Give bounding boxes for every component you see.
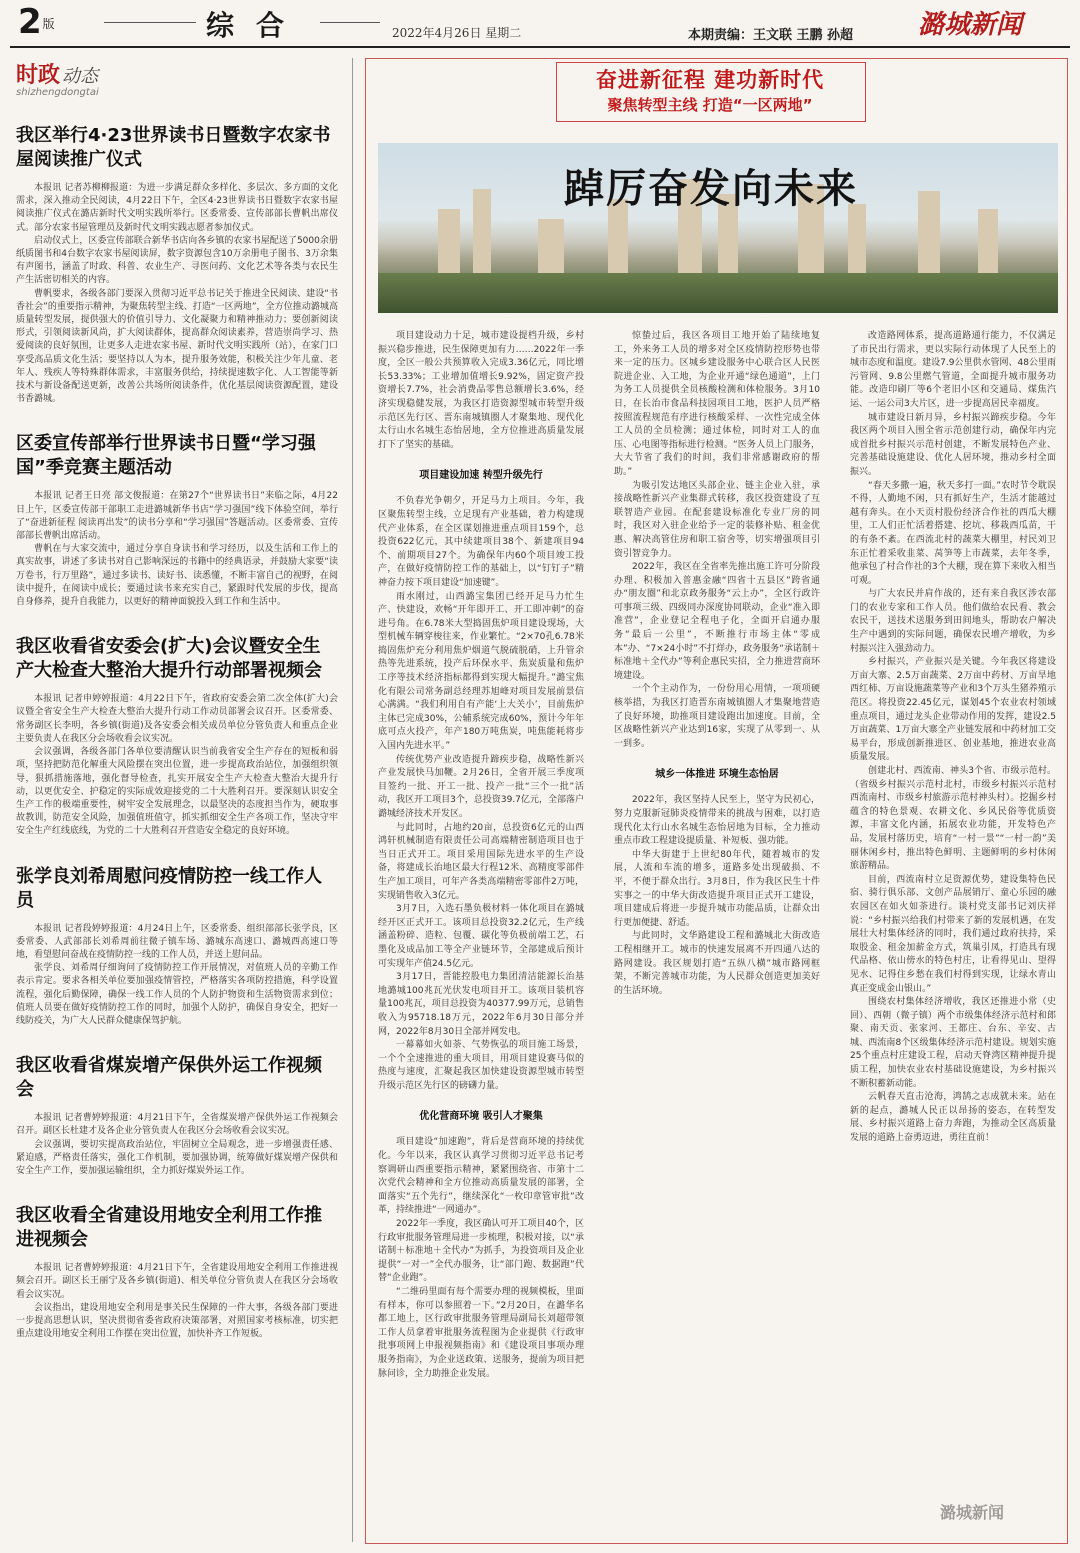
- article-paragraph: 本报讯 记者曹婷婷报道：4月21日下午，全省建设用地安全利用工作推进视频会召开。副区长王丽宁及各乡镇(街道)、相关单位分管负责人在我区分会场收看会议实况。: [16, 1263, 338, 1300]
- news-article: [16, 124, 338, 406]
- article-headline: 我区举行4·23世界读书日暨数字农家书屋阅读推广仪式: [16, 125, 331, 170]
- photo-building: [473, 189, 491, 279]
- feature-paragraph: 围绕农村集体经济增收，我区还推进小常（史回）、西朝（微子镇）两个市级集体经济示范村和郎聚、南天贡、张家河、王都庄、台东、辛安、古城、西流南8个区级集体经济示范村建设。规划实施25个重点村庄建设工程，启动天脊湾区精神提升提质工程，加快农业农村基础设施建设，为乡村振兴不断积蓄新动能。: [850, 997, 1056, 1089]
- news-article: [16, 1054, 338, 1178]
- feature-paragraph: 与广大农民并肩作战的，还有来自我区涉农部门的农业专家和工作人员。他们做给农民看、教会农民干，送技术送服务到田间地头，帮助农户解决生产中遇到的实际问题，确保农民增产增收，为乡村振兴注入强劲动力。: [850, 589, 1056, 654]
- masthead: [0, 0, 1080, 48]
- feature-paragraph: 创建北村、西流南、神头3个省、市级示范村。（省级乡村振兴示范村北村，市级乡村振兴示范村西流南村、市级乡村旅游示范村神头村）。挖掘乡村蕴含的特色景观、农耕文化、乡风民俗等优质资源，丰富文化内涵，拓展农业功能，开发特色产品，发展村落历史，培育“一村一景”“一村一韵”美丽休闲乡村，推出特色鲜明、主题鲜明的乡村休闲旅游精品。: [850, 766, 1056, 872]
- feature-paragraph: 3月7日，入选石墨负极材料一体化项目在潞城经开区正式开工。该项目总投资32.2亿元，生产线涵盖粉碎、造粒、包覆、碳化等负极前端工艺，石墨化及成品加工等全产业链环节，全部建成后预计可实现年产值24.5亿元。: [378, 904, 584, 969]
- column-heading: [16, 58, 338, 98]
- news-article: [16, 1204, 338, 1341]
- article-paragraph: 本报讯 记者王日亮 部文俊报道：在第27个“世界读书日”来临之际，4月22日上午，区委宣传部干部职工走进潞城新华书店“学习强国”线下体验空间，举行了“奋进新征程 阅读再出发”的读书分享和“学习强国”答题活动。区委常委、宣传部部长曹帆出席活动。: [16, 491, 338, 542]
- feature-paragraph: 传统优势产业改造提升蹄疾步稳，战略性新兴产业发展快马加鞭。2月26日，全省开展三季度项目签约一批、开工一批、投产一批“三个一批”活动，我区开工项目3个，总投资39.7亿元，全部落户潞城经济技术开发区。: [378, 754, 584, 819]
- feature-paragraph: 雨水刚过，山西潞宝集团已经开足马力忙生产、快建设，欢畅“开年即开工、开工即冲刺”的奋进号角。在6.78米大型捣固焦炉项目建设现场，大型机械车辆穿梭往来，作业繁忙。“2×70孔6.78米捣固焦炉充分利用焦炉烟道气脱硫脱硝，上升管余热等先进系统，投产后环保水平、焦炭质量和焦炉工序等技术经济指标都得到实现大幅提升。”潞宝焦化有限公司常务副总经理苏旭峰对项目发展前景信心满满。“我们利用自有产能‘上大关小’，目前焦炉主体已完成30%，公辅系统完成60%，预计今年年底可点火投产，年产180万吨焦炭，吨焦能耗将步入国内先进水平。”: [378, 591, 584, 752]
- article-paragraph: 会议强调，各级各部门各单位要清醒认识当前我省安全生产存在的短板和弱项，坚持把防范化解重大风险摆在突出位置，进一步提高政治站位，加强组织领导，狠抓措施落地，强化督导检查，扎实开展安全生产大检查大整治大提升行动，以更优安全、护稳定的实际成效迎接党的二十大胜利召开。要深刻认识安全生产工作的极端重要性，树牢安全发展理念，以最坚决的态度担当作为，硬取事故教训，防范安全风险，加强值班值守，抓实抓细安全生产各项工作，坚决守牢安全生产红线底线，为党的二十大胜利召开营造安全稳定的良好环境。: [16, 747, 338, 837]
- feature-paragraph: 改造路网体系，提高道路通行能力，不仅满足了市民出行需求，更以实际行动体现了人民至上的城市态度和温度。建设7.9公里供水管网、48公里雨污管网、9.8公里燃气管道，全面提升城市服务功能。改造印刷厂等6个老旧小区和交通局、煤焦汽运、一运公司3大片区，进一步提高居民幸福度。: [850, 331, 1056, 409]
- page-number: 2 版: [18, 2, 54, 42]
- news-article: [16, 635, 338, 838]
- article-headline: 我区收看省煤炭增产保供外运工作视频会: [16, 1055, 322, 1101]
- banner-title: 奋进新征程 建功新时代: [595, 68, 825, 92]
- photo-building: [538, 219, 564, 279]
- column-separator: [352, 58, 353, 1542]
- issue-date: 2022年4月26日 星期二: [392, 26, 522, 40]
- feature-paragraph: 与此同时，占地约20亩，总投资6亿元的山西鸿轩机械制造有限责任公司高端精密制造项目也于当日正式开工。项目采用国际先进水平的生产设备，将建成长治地区最大行程12米、高精度零部件生产加工项目，可年产各类高端精密零部件2万吨，实现销售收入3亿元。: [378, 822, 584, 901]
- feature-column-1: [378, 330, 584, 1381]
- article-paragraph: 本报讯 记者苏柳柳报道：为进一步满足群众多样化、多层次、多方面的文化需求，深入推动全民阅读，4月22日下午，全区4·23世界读书日暨数字农家书屋阅读推广仪式在潞店新时代文明实践所举行。区委常委、宣传部部长曹帆出席仪式。部分农家书屋管理员及新时代文明实践志愿者参加仪式。: [16, 183, 338, 233]
- article-paragraph: 本报讯 记者申婷婷报道：4月22日下午，省政府安委会第二次全体(扩大)会议暨全省安全生产大检查大整治大提升行动工作动员部署会议召开。区委常委、常务副区长李明，各乡镇(街道)及各安委会相关成员单位分管负责人和重点企业主要负责人在我区分会场收看会议实况。: [16, 694, 338, 744]
- feature-paragraph: 中华大街建于上世纪80年代，随着城市的发展，人流和车流的增多，道路多处出现破损、不平，不便于群众出行。3月8日，作为我区民生十件实事之一的中华大街改造提升项目正式开工建设，项目建成后将进一步提升城市功能品质，让群众出行更加便捷、舒适。: [614, 849, 820, 928]
- feature-column-2: [614, 330, 820, 998]
- article-paragraph: 会议强调，要切实提高政治站位，牢固树立全局观念，进一步增强责任感、紧迫感，严格责任落实，强化工作机制，要加强协调，统筹做好煤炭增产保供和安全生产工作，要加强运输组织，全力抓好煤炭外运工作。: [16, 1139, 338, 1176]
- masthead-divider: [10, 46, 1070, 48]
- feature-paragraph: 乡村振兴，产业振兴是关键。今年我区将建设万亩大寨、2.5万亩蔬菜、2万亩中药材、万亩旱地西红柿、万亩设施蔬菜等产业和3个万头生猪养殖示范区。将投资22.45亿元，谋划45个农业农村领域重点项目，通过龙头企业带动作用的发挥，建设2.5万亩蔬菜、1万亩大寨全产业链发展和中药材加工交易平台，形成创新推进区、创业基地，推进农业高质量发展。: [850, 657, 1056, 763]
- article-headline: 张学良刘希周慰问疫情防控一线工作人员: [16, 865, 322, 911]
- news-article: [16, 432, 338, 609]
- feature-paragraph: 项目建设“加速跑”，背后是营商环境的持续优化。今年以来，我区认真学习贯彻习近平总书记考察调研山西重要指示精神，紧紧围绕省、市第十二次党代会精神和全方位推动高质量发展的部署，全面落实“五个先行”，继续深化“一枚印章管审批”改革，持续推进“一网通办”。: [378, 1137, 584, 1216]
- feature-paragraph: 一个个主动作为，一份份用心用情，一项项硬核举措，为我区打造晋东南城镇圈人才集聚地营造了良好环境，助推项目建设跑出加速度。目前，全区战略性新兴产业达到16家，实现了从零到一、从一到多。: [614, 684, 820, 749]
- feature-paragraph: 与此同时，文华路建设工程和潞城北大街改造工程相继开工。城市的快速发展离不开四通八达的路网建设。我区规划打造“五纵八横”城市路网框架，不断完善城市功能，为人民群众创造更加美好的生活环境。: [614, 931, 820, 996]
- feature-paragraph: 惊蛰过后，我区各项目工地开始了陆续地复工，外来务工人员的增多对全区疫情防控形势也带来一定的压力。区城乡建设服务中心联合区人民医院进企业、入工地，为企业开通“绿色通道”，上门为务工人员提供全员核酸检测和体检服务。3月10日，在长治市食品科技园项目工地，医护人员严格按照流程规范有序进行核酸采样、一次性完成全体工人员的全员检测；通过体检，同时对工人的血压、心电图等指标进行检测。“医务人员上门服务，大大节省了我们的时间，我们非常感谢政府的帮助。”: [614, 331, 820, 477]
- left-column: [16, 58, 338, 1341]
- feature-paragraph: 不负春光争朝夕，开足马力上项目。今年，我区聚焦转型主线，立足现有产业基础，着力构建现代产业体系，在全区谋划推进重点项目159个，总投资622亿元，其中续建项目38个、新建项目94个、前期项目27个。为确保年内60个项目竣工投产，在做好疫情防控工作的基础上，以“钉钉子”精神奋力按下项目建设“加速键”。: [378, 496, 584, 588]
- article-headline: 我区收看省安委会(扩大)会议暨安全生产大检查大整治大提升行动部署视频会: [16, 636, 322, 682]
- masthead-rule-mid: [320, 22, 380, 23]
- article-paragraph: 张学良、刘希周仔细询问了疫情防控工作开展情况，对值班人员的辛勤工作表示肯定。要求各相关单位要加强疫情管控，严格落实各项防控措施，科学设置流程，强化后勤保障，确保一线工作人员的个人防护物资和生活物资需求到位；值班人员要在做好疫情防控工作的同时，加强个人防护，确保自身安全，把好一线防疫关，为广大人民群众健康保驾护航。: [16, 963, 338, 1026]
- photo-building: [978, 209, 998, 279]
- section-subheading: 优化营商环境 吸引人才聚集: [419, 1111, 543, 1123]
- section-subheading: 城乡一体推进 环境生态怡居: [655, 769, 779, 781]
- article-paragraph: 曹帆在与大家交流中，通过分享自身读书和学习经历，以及生活和工作上的真实故事，讲述了多读书对自己影响深远的书籍中的经典语录，并鼓励大家要“读万卷书，行万里路”，通过多读书、读好书、读悉懂，不断丰富自己的视野，在阅读中提升，在阅读中成长；要通过读书来充实自己，紧跟时代发展的步伐，提高自身修养，提升自我能力，以更好的精神面貌投入到工作和生活中。: [16, 544, 338, 608]
- feature-paragraph: 为吸引发达地区头部企业、链主企业入驻，承接战略性新兴产业集群式转移，我区投资建设了互联智造产业园。在配套建设标准化专业厂房的同时，我区对入驻企业给予一定的装修补贴、租金优惠、解决高管住房和职工宿舍等，切实增强项目引资引智竞争力。: [614, 480, 820, 559]
- section-subheading: 项目建设加速 转型升级先行: [419, 470, 543, 482]
- watermark: 潞城新闻: [940, 1503, 1005, 1522]
- feature-paragraph: “二维码里面有每个需要办理的视频模板，里面有样本，你可以参照着一下。”2月20日，在潞华名都工地上，区行政审批服务管理局副局长刘超带领工作人员拿着审批服务流程图为企业提供《行政审批事项网上申报视频指南》和《建设项目事项办理服务指南》，为企业送政策、送服务，提前为项目把脉问诊，全力助推企业发展。: [378, 1287, 584, 1379]
- feature-paragraph: 2022年，我区在全省率先推出施工许可分阶段办理、积极加入普惠金融“四省十五县区”跨省通办“朋友圈”和北京政务服务“云上办”，全区行政许可事项三级、四级同办深度协同联动，企业“准入即准营”，企业登记全程电子化，全面开启通办服务“最后一公里”，不断推行市场主体“零成本”办、“7×24小时”不打烊办，政务服务“承诺制＋标准地＋全代办”等利企惠民实招，全力推进营商环境建设。: [614, 562, 820, 681]
- photo-building: [438, 209, 460, 279]
- column-heading-pinyin: shizhengdongtai: [16, 87, 99, 98]
- feature-paragraph: 项目建设动力十足，城市建设提档升级，乡村振兴稳步推进，民生保障更加有力……2022年一季度，全区一般公共预算收入完成3.36亿元，同比增长53.33%；工业增加值增长9.92%，固定资产投资增长7.7%，社会消费品零售总额增长3.6%，经济实现稳健发展，为我区打造资源型城市转型升级示范区先行区、晋东南城镇圈人才聚集地、现代化太行山水名城生态怡居地，全方位推进高质量发展打下了坚实的基础。: [378, 331, 584, 450]
- section-name: 综合: [206, 9, 307, 42]
- feature-paragraph: 2022年一季度，我区确认可开工项目40个，区行政审批服务管理局进一步梳理，积极对接，以“承诺制＋标准地＋全代办”为抓手，为投资项目及企业提供“一对一”全代办服务，让“部门跑、数据跑”代替“企业跑”。: [378, 1219, 584, 1284]
- photo-title: 踔厉奋发向未来: [564, 166, 858, 212]
- article-list: [16, 124, 338, 1341]
- article-paragraph: 会议指出，建设用地安全利用是事关民生保障的一件大事，各级各部门要进一步提高思想认识，坚决贯彻省委省政府决策部署，对照国家考核标准，切实把重点建设用地安全利用工作摆在突出位置，加快补齐工作短板。: [16, 1302, 338, 1340]
- photo-trees: [378, 273, 1058, 313]
- feature-paragraph: “春天多撒一遍，秋天多打一面。”农时节令耽误不得，人勤地不闲，只有抓好生产，生活才能越过越有奔头。在小天贡村股份经济合作社的西瓜大棚里，工人们正忙活着搭建、挖坑、移栽西瓜苗，干的有条不紊。在西流北村的蔬菜大棚里，村民刘卫东正忙着采收韭菜、莴笋等上市蔬菜，去年冬季，他承包了村合作社的3个大棚，现在算下来收入相当可观。: [850, 480, 1056, 586]
- masthead-rule-left: [104, 22, 196, 23]
- column-heading-text-2: 动态: [62, 66, 99, 87]
- feature-paragraph: 2022年，我区坚持人民至上，坚守为民初心，努力克服新冠肺炎疫情带来的挑战与困难，以打造现代化太行山水名城生态怡居地为目标，全力推动重点市政工程建设提质量、补短板、强功能。: [614, 795, 820, 847]
- column-heading-text: 时政: [16, 62, 61, 88]
- photo-building: [848, 204, 866, 279]
- feature-paragraph: 一幕幕如火如荼、气势恢弘的项目施工场景，一个个全速推进的重大项目，用项目建设赛马似的热度与速度，汇聚起我区加快建设资源型城市转型升级示范区先行区的磅礴力量。: [378, 1040, 584, 1091]
- photo-building: [918, 191, 940, 279]
- article-paragraph: 启动仪式上，区委宣传部联合新华书店向各乡镇的农家书屋配送了5000余册纸质图书和4台数字农家书屋阅读屏，数字资源包含10万余册电子图书、3万余集有声图书，涵盖了时政、科普、农业生产、寻医问药、文化艺术等各类与农民生产生活密切相关的内容。: [16, 235, 338, 286]
- feature-column-3: [850, 330, 1056, 1146]
- article-paragraph: 本报讯 记者段婷婷报道：4月24日上午，区委常委、组织部部长张学良，区委常委、人武部部长刘希周前往微子镇车场、潞城东高速口、潞城西高速口等地，看望慰问奋战在疫情防控一线的工作人员，并送上慰问品。: [16, 923, 338, 960]
- article-headline: 区委宣传部举行世界读书日暨“学习强国”季竞赛主题活动: [16, 433, 316, 479]
- city-skyline-photo: [378, 143, 1058, 313]
- editors: 本期责编：王文联 王鹏 孙超: [688, 28, 854, 43]
- news-article: [16, 865, 338, 1029]
- feature-paragraph: 3月17日，晋能控股电力集团清洁能源长治基地潞城100兆瓦光伏发电项目开工。该项目装机容量100兆瓦，项目总投资为40377.99万元，总销售收入为95718.18万元，2022年6月30日部分并网，2022年8月30日全部并网发电。: [378, 972, 584, 1037]
- feature-paragraph: 城市建设日新月异，乡村振兴蹄疾步稳。今年我区两个项目入围全省示范创建行动，确保年内完成首批乡村振兴示范村创建，不断发展特色产业、完善基础设施建设、优化人居环境，推动乡村全面振兴。: [850, 412, 1056, 477]
- article-headline: 我区收看全省建设用地安全利用工作推进视频会: [16, 1205, 322, 1251]
- banner-subtitle: 聚焦转型主线 打造“一区两地”: [607, 96, 813, 114]
- feature-paragraph: 目前，西流南村立足资源优势，建设集特色民宿、骑行俱乐部、文创产品展销厅、童心乐园的融农园区在如火如荼进行。谈村党支部书记刘庆祥说：“乡村振兴给我们村带来了新的发展机遇，在发展壮大村集体经济的同时，我们通过政府扶持，采取股金、租金加薪金方式，筑巢引凤，打造具有现代品格、依山傍水的特色村庄，让看得见山、望得见水、记得住乡愁在我们村得到实现，让绿水青山真正变成金山银山。”: [850, 874, 1056, 994]
- newspaper-logo: 潞城新闻: [918, 10, 1023, 40]
- article-paragraph: 曹帆要求，各级各部门要深入贯彻习近平总书记关于推进全民阅读、建设“书香社会”的重要指示精神，为聚焦转型主线、打造“一区两地”，全方位推动潞城高质量转型发展，提供强大的价值引导力、文化凝聚力和精神推动力；要创新阅读形式，引领阅读新风尚，扩大阅读群体，提高群众阅读素养，营造崇尚学习、热爱阅读的良好氛围，让更多人走进农家书屋、新时代文明实践所（站），在家门口享受高品质文化生活；要坚持以人为本，提升服务效能，积极关注少年儿童、老年人、残疾人等特殊群体需求，丰富服务供给，持续提速数字化、人工智能等新技术与新设备配送更新，改善公共场所阅读条件，优化基层阅读资源配置，建设书香潞城。: [16, 288, 338, 405]
- feature-paragraph: 云帆春天直击沧海，鸿鹄之志成就未来。站在新的起点，潞城人民正以昂扬的姿态，在转型发展、乡村振兴道路上奋力奔跑，为推动全区高质量发展的道路上奋勇迈进，勇往直前！: [850, 1092, 1056, 1144]
- article-paragraph: 本报讯 记者曹婷婷报道：4月21日下午，全省煤炭增产保供外运工作视频会召开。副区长杜建才及各企业分管负责人在我区分会场收看会议实况。: [16, 1113, 338, 1137]
